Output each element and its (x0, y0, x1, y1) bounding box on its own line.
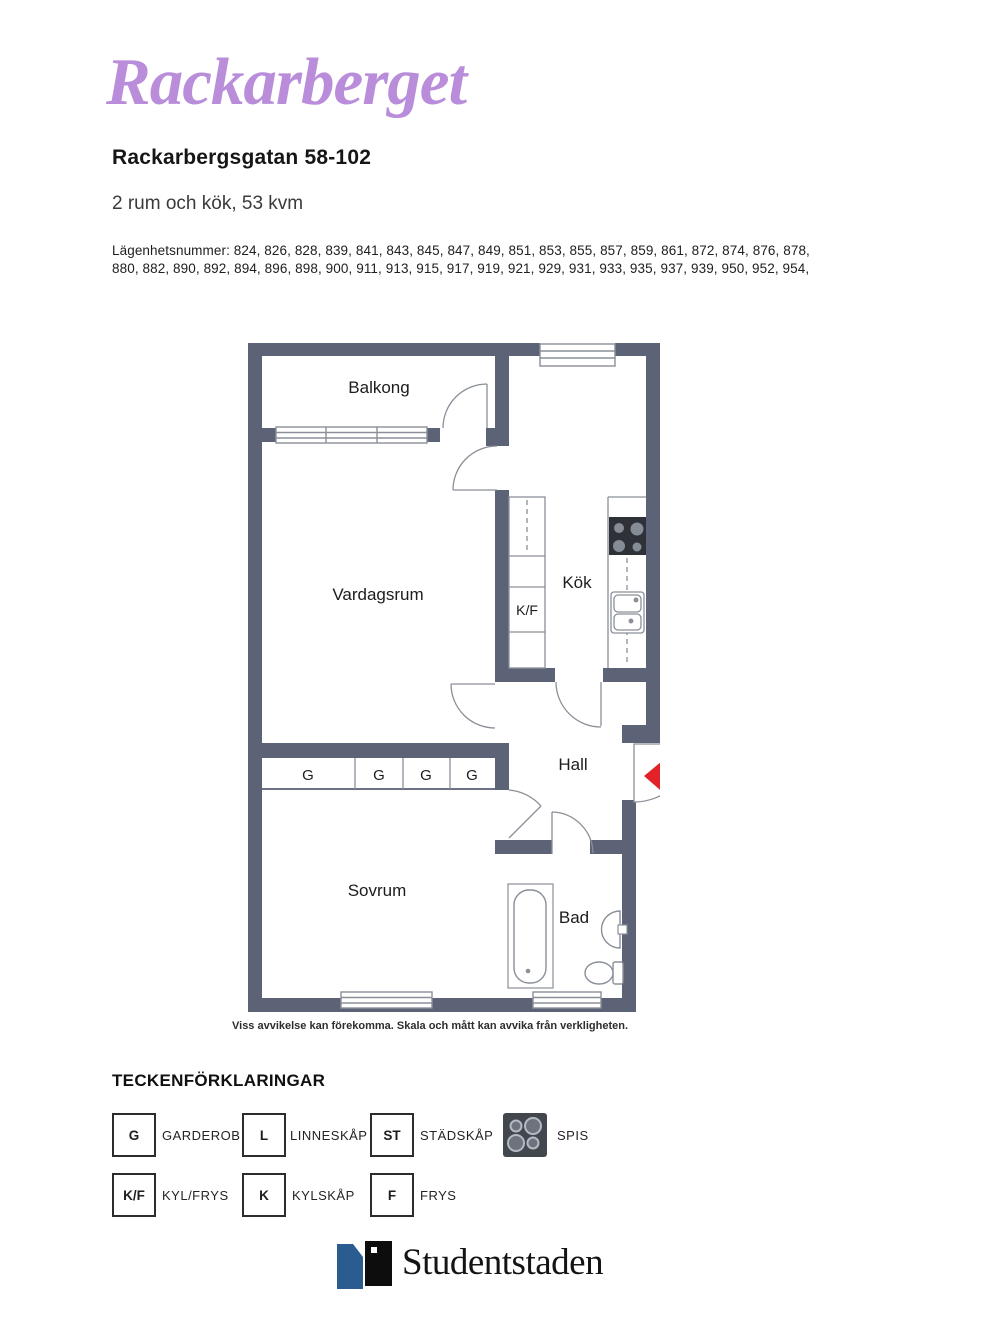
floorplan-drawing (240, 335, 660, 1020)
legend-label-stadskap: STÄDSKÅP (420, 1127, 494, 1143)
legend-label-kylskap: KYLSKÅP (292, 1187, 355, 1203)
legend-heading: TECKENFÖRKLARINGAR (112, 1071, 326, 1090)
kitchen-hall-door (556, 682, 601, 727)
legend-symbol-frys: F (370, 1173, 414, 1217)
page-title: Rackarberget (106, 45, 467, 119)
brand-name: Studentstaden (402, 1242, 604, 1283)
kitchen-sink-icon (611, 592, 644, 633)
balcony-door (443, 384, 487, 428)
bedroom-window (341, 992, 432, 1008)
bathtub-icon (508, 884, 553, 988)
studentstaden-logo-icon (337, 1241, 397, 1296)
bathroom-fixtures (508, 884, 627, 988)
room-label-bathroom: Bad (558, 908, 590, 927)
room-label-balcony: Balkong (348, 378, 410, 397)
stove-icon (609, 517, 646, 555)
legend-symbol-garderob: G (112, 1113, 156, 1157)
legend-label-frys: FRYS (420, 1187, 457, 1203)
room-label-living: Vardagsrum (332, 585, 424, 604)
bathroom-door (552, 812, 593, 854)
legend-symbol-kylfrys: K/F (112, 1173, 156, 1217)
fridge-freezer-cabinet (509, 497, 545, 668)
room-label-hall: Hall (558, 755, 588, 774)
wardrobe-cell-label: G (302, 767, 314, 784)
address-heading: Rackarbergsgatan 58-102 (112, 146, 372, 169)
apartment-type-subtitle: 2 rum och kök, 53 kvm (112, 193, 304, 214)
living-kitchen-door (453, 446, 497, 490)
legend-label-linneskap: LINNESKÅP (290, 1127, 368, 1143)
room-label-kitchen: Kök (562, 573, 592, 592)
kitchen-window (540, 344, 615, 366)
living-hall-door (451, 684, 495, 728)
legend-symbol-stadskap: ST (370, 1113, 414, 1157)
apartment-numbers: Lägenhetsnummer: 824, 826, 828, 839, 841, 843, 845, 847, 849, 851, 853, 855, 857, 859, 861, 872, 874, 876, 878, 880, 882, 890, 892, 894, 896, 898, 900, 911, 913, 915, 917, 919, 921, 929, 931, 933, 935, 937, 939, 950, 952, 954, (112, 243, 810, 276)
room-label-bedroom: Sovrum (347, 881, 407, 900)
legend-label-spis: SPIS (557, 1127, 589, 1143)
bathroom-window (533, 992, 601, 1008)
bedroom-hall-door (509, 790, 541, 838)
legend-symbol-kylskap: K (242, 1173, 286, 1217)
spis-icon (503, 1113, 547, 1157)
wardrobe-cell-label: G (373, 767, 385, 784)
wardrobe-cell-label: G (466, 767, 478, 784)
label-fridge-freezer: K/F (516, 602, 538, 618)
disclaimer-text: Viss avvikelse kan förekomma. Skala och mått kan avvika från verkligheten. (232, 1020, 628, 1032)
balcony-window (276, 427, 427, 443)
legend-label-garderob: GARDEROB (162, 1127, 241, 1143)
wardrobe-cell-label: G (420, 767, 432, 784)
legend-label-kylfrys: KYL/FRYS (162, 1187, 229, 1203)
legend-symbol-linneskap: L (242, 1113, 286, 1157)
toilet-icon (585, 962, 623, 984)
